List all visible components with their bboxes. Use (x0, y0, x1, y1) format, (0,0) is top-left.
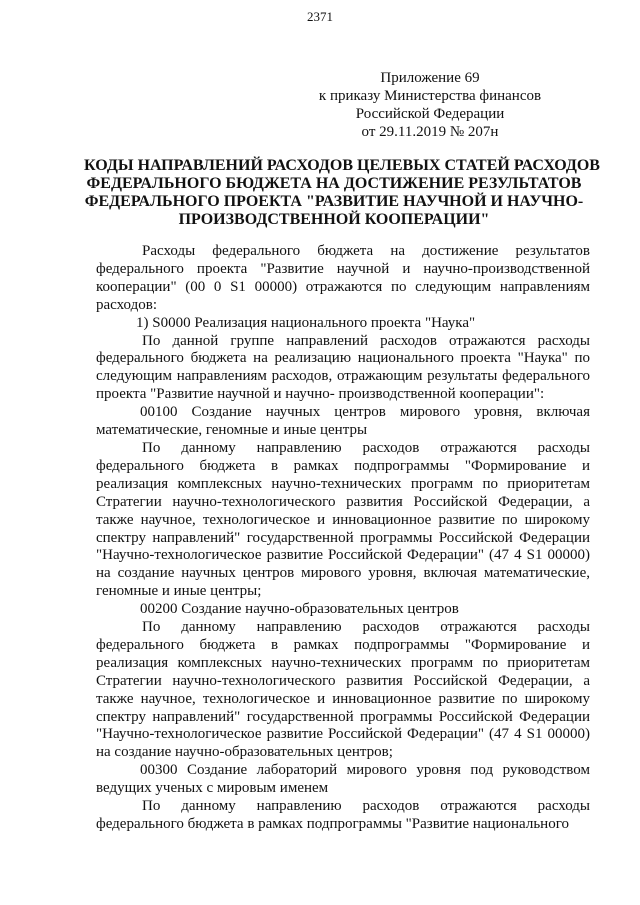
title-line: ФЕДЕРАЛЬНОГО БЮДЖЕТА НА ДОСТИЖЕНИЕ РЕЗУЛЬТАТОВ (86, 175, 582, 192)
appendix-line: к приказу Министерства финансов (318, 88, 542, 104)
appendix-line: Российской Федерации (355, 106, 505, 122)
appendix-line: Приложение 69 (380, 70, 480, 86)
document-title (84, 157, 600, 229)
page-number: 2371 (307, 9, 333, 24)
title-line: ФЕДЕРАЛЬНОГО ПРОЕКТА "РАЗВИТИЕ НАУЧНОЙ И НАУЧНО- (84, 193, 584, 210)
body-paragraph: По данному направлению расходов отражаются расходы федерального бюджета в рамках подпрограммы "Формирование и реализация комплексных научно-технических программ по приоритетам Стратегии научно-технологического развития Российской Федерации, а также научное, технологическое и инновационное развитие по широкому спектру направлений" государственной программы Российской Федерации "Научно-технологическое развитие Российской Федерации" (47 4 S1 00000) на создание научных центров мирового уровня, включая математические, геномные и иные центры; (96, 439, 590, 600)
code-item-00200: 00200 Создание научно-образовательных центров (140, 601, 459, 618)
code-item-00100: 00100 Создание научных центров мирового уровня, включая математические, геномные и иные центры (96, 404, 590, 439)
appendix-line: от 29.11.2019 № 207н (361, 124, 499, 140)
body-paragraph: По данной группе направлений расходов отражаются расходы федерального бюджета на реализацию национального проекта "Наука" по следующим направлениям расходов, отражающим результаты федерального проекта "Развитие научной и научно- производственной кооперации": (96, 332, 590, 403)
body-paragraph: По данному направлению расходов отражаются расходы федерального бюджета в рамках подпрограммы "Развитие национального (96, 798, 590, 832)
section-heading: 1) S0000 Реализация национального проекта "Наука" (136, 314, 476, 331)
title-line: КОДЫ НАПРАВЛЕНИЙ РАСХОДОВ ЦЕЛЕВЫХ СТАТЕЙ РАСХОДОВ (84, 157, 600, 174)
appendix-block (300, 69, 560, 141)
intro-paragraph: Расходы федерального бюджета на достижение результатов федерального проекта "Развитие научной и научно-производственной кооперации" (00 0 S1 00000) отражаются по следующим направлениям расходов: (96, 243, 590, 313)
code-item-00300: 00300 Создание лабораторий мирового уровня под руководством ведущих ученых с мировым именем (96, 762, 590, 797)
title-line: ПРОИЗВОДСТВЕННОЙ КООПЕРАЦИИ" (178, 211, 490, 228)
body-paragraph: По данному направлению расходов отражаются расходы федерального бюджета в рамках подпрограммы "Формирование и реализация комплексных научно-технических программ по приоритетам Стратегии научно-технологического развития Российской Федерации, а также научное, технологическое и инновационное развитие по широкому спектру направлений" государственной программы Российской Федерации "Научно-технологическое развитие Российской Федерации" (47 4 S1 00000) на создание научно-образовательных центров; (96, 619, 590, 761)
document-body (96, 243, 590, 834)
